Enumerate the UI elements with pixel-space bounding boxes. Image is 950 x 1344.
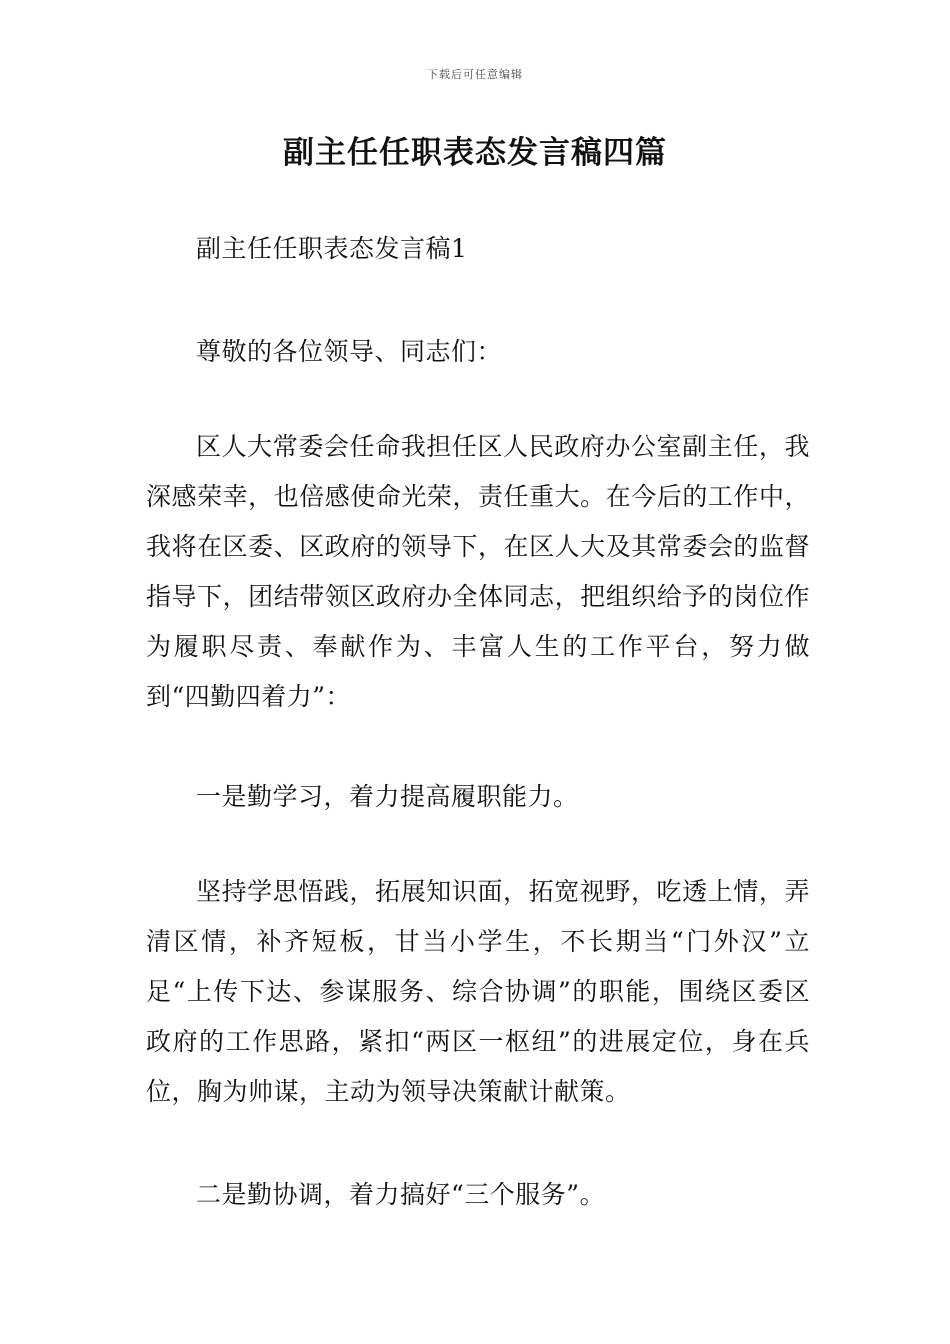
paragraph-point-two: 二是勤协调，着力搞好“三个服务”。	[196, 1180, 606, 1209]
paragraph-point-one: 一是勤学习，着力提高履职能力。	[196, 782, 579, 811]
header-note: 下载后可任意编辑	[427, 68, 523, 81]
paragraph-salutation: 尊敬的各位领导、同志们：	[196, 337, 503, 366]
paragraph-body: 区人大常委会任命我担任区人民政府办公室副主任，我深感荣幸，也倍感使命光荣，责任重大。在今后的工作中，我将在区委、区政府的领导下，在区人大及其常委会的监督指导下，团结带领区政府办全体同志，把组织给予的岗位作为履职尽责、奉献作为、丰富人生的工作平台，努力做到“四勤四着力”：	[146, 432, 810, 711]
document-title: 副主任任职表态发言稿四篇	[283, 135, 667, 171]
paragraph-subtitle: 副主任任职表态发言稿1	[196, 234, 468, 263]
paragraph-body: 坚持学思悟践，拓展知识面，拓宽视野，吃透上情，弄清区情，补齐短板，甘当小学生，不长期当“门外汉”立足“上传下达、参谋服务、综合协调”的职能，围绕区委区政府的工作思路，紧扣“两区一枢纽”的进展定位，身在兵位，胸为帅谋，主动为领导决策献计献策。	[146, 877, 810, 1106]
